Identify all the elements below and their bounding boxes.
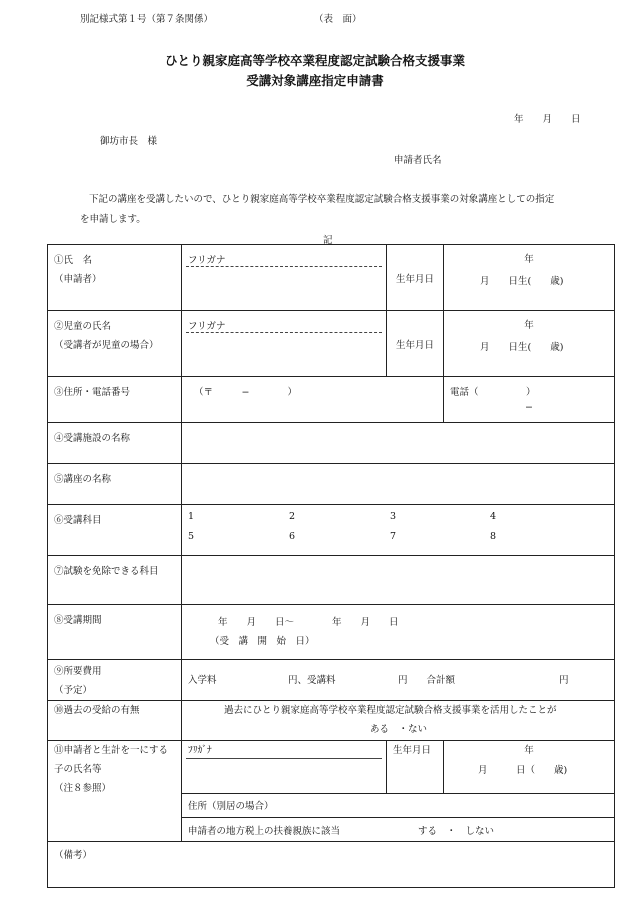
application-table <box>47 244 615 888</box>
course-label-cell <box>48 464 182 505</box>
facility-label: ④受講施設の名称 <box>54 433 131 444</box>
cost-sub-label: （予定） <box>54 685 93 696</box>
ki-label: 記 <box>323 235 333 246</box>
household-label: ⑪申請者と生計を一にする <box>54 745 169 756</box>
child-input-cell[interactable] <box>182 311 387 377</box>
name-label-cell <box>48 245 182 311</box>
form-number: 別記様式第１号（第７条関係） <box>80 14 214 25</box>
body-text-line1: 下記の講座を受講したいので、ひとり親家庭高等学校卒業程度認定試験合格支援事業の対象講座としての指定 <box>89 194 555 205</box>
child-name-label: ②児童の氏名 <box>54 321 112 332</box>
child-birth-label-cell <box>387 311 444 377</box>
furigana-label: フリガナ <box>188 255 226 266</box>
exempt-input-cell[interactable] <box>182 556 615 605</box>
birth-label-cell <box>387 245 444 311</box>
tuition-label: 円、受講料 <box>288 675 336 686</box>
entrance-fee-label: 入学料 <box>188 675 217 686</box>
addressee: 御坊市長 様 <box>100 136 158 147</box>
subject-number: 4 <box>490 511 497 522</box>
household-address-cell[interactable] <box>182 794 615 818</box>
household-birth-input-cell[interactable] <box>444 741 615 794</box>
address-label-cell <box>48 377 182 423</box>
course-label: ⑤講座の名称 <box>54 474 112 485</box>
child-birth-month-day: 月 日生( 歳) <box>480 342 564 353</box>
period-start-note: （受 講 開 始 日） <box>210 636 315 647</box>
name-input-cell[interactable] <box>182 245 387 311</box>
address-input-cell[interactable] <box>182 377 444 423</box>
past-label: ⑩過去の受給の有無 <box>54 705 140 716</box>
past-question: 過去にひとり親家庭高等学校卒業程度認定試験合格支援事業を活用したことが <box>224 705 557 716</box>
exempt-label-cell <box>48 556 182 605</box>
child-birth-input-cell[interactable] <box>444 311 615 377</box>
side-label: （表 面） <box>314 14 362 25</box>
subject-number: 6 <box>289 531 296 542</box>
household-dependent-cell[interactable] <box>182 818 615 842</box>
household-birth-month-day: 月 日（ 歳) <box>478 765 568 776</box>
past-choice[interactable]: ある ・ない <box>370 724 428 735</box>
subjects-label: ⑥受講科目 <box>54 515 102 526</box>
dependent-choice[interactable]: する ・ しない <box>418 826 495 837</box>
name-label: ①氏 名 <box>54 255 93 266</box>
birth-label: 生年月日 <box>395 274 434 285</box>
address-label: ③住所・電話番号 <box>54 387 131 398</box>
postal-code: （〒 − ） <box>194 387 297 398</box>
household-note: （注８参照） <box>54 783 112 794</box>
total-yen-unit: 円 <box>559 675 569 686</box>
child-furigana-label: フリガナ <box>188 321 226 332</box>
subject-number: 8 <box>490 531 497 542</box>
dependent-label: 申請者の地方税上の扶養親族に該当 <box>188 826 341 837</box>
subjects-input-cell[interactable] <box>182 505 615 556</box>
exempt-label: ⑦試験を免除できる科目 <box>54 566 159 577</box>
child-sub-label: （受講者が児童の場合） <box>54 340 159 351</box>
phone-dash: − <box>525 402 533 413</box>
child-birth-label: 生年月日 <box>395 340 434 351</box>
household-birth-label: 生年月日 <box>393 745 432 756</box>
subject-number: 5 <box>188 531 195 542</box>
total-label: 円 合計額 <box>398 675 456 686</box>
subject-number: 3 <box>390 511 397 522</box>
subject-number: 7 <box>390 531 397 542</box>
period-label-cell <box>48 605 182 660</box>
form-title-line1: ひとり親家庭高等学校卒業程度認定試験合格支援事業 <box>164 53 465 68</box>
subjects-label-cell <box>48 505 182 556</box>
household-birth-year: 年 <box>524 745 534 756</box>
subject-number: 1 <box>188 511 195 522</box>
remarks-cell[interactable] <box>48 842 615 888</box>
facility-label-cell <box>48 423 182 464</box>
facility-input-cell[interactable] <box>182 423 615 464</box>
phone-cell[interactable] <box>444 377 615 423</box>
form-title-line2: 受講対象講座指定申請書 <box>246 73 384 88</box>
household-address-label: 住所（別居の場合） <box>188 801 274 812</box>
household-furigana-label: ﾌﾘｶﾞﾅ <box>188 745 212 756</box>
birth-year: 年 <box>524 254 534 265</box>
past-label-cell <box>48 701 182 741</box>
household-birth-label-cell <box>387 741 444 794</box>
birth-input-cell[interactable] <box>444 245 615 311</box>
applicant-name-label: 申請者氏名 <box>394 155 442 166</box>
subject-number: 2 <box>289 511 296 522</box>
household-label-line2: 子の氏名等 <box>54 764 102 775</box>
period-dates: 年 月 日〜 年 月 日 <box>218 617 399 628</box>
period-label: ⑧受講期間 <box>54 615 102 626</box>
household-label-cell <box>48 741 182 842</box>
birth-month-day: 月 日生( 歳) <box>480 276 564 287</box>
past-input-cell[interactable] <box>182 701 615 741</box>
cost-label-cell <box>48 660 182 701</box>
applicant-sub-label: （申請者） <box>54 274 102 285</box>
cost-input-cell[interactable] <box>182 660 615 701</box>
household-name-cell[interactable] <box>182 741 387 794</box>
remarks-label: （備考） <box>54 850 93 861</box>
child-label-cell <box>48 311 182 377</box>
cost-label: ⑨所要費用 <box>54 666 102 677</box>
child-birth-year: 年 <box>524 320 534 331</box>
course-input-cell[interactable] <box>182 464 615 505</box>
phone-label: 電話（ ） <box>450 387 536 398</box>
date-line: 年 月 日 <box>514 114 581 125</box>
body-text-line2: を申請します。 <box>80 214 146 225</box>
period-input-cell[interactable] <box>182 605 615 660</box>
